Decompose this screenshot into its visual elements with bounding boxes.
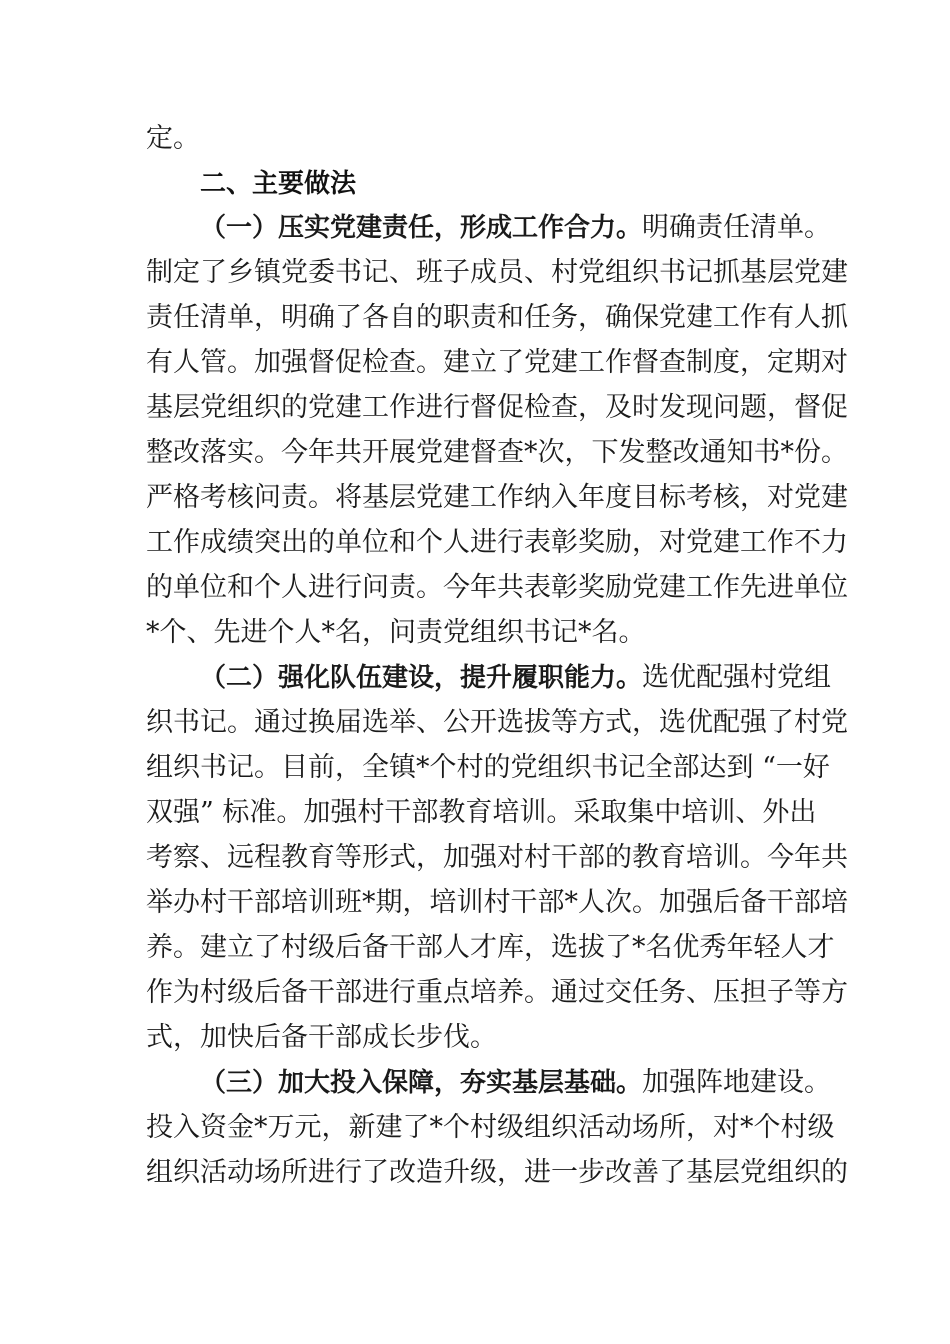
paragraph-2-first-line-tail: 选优配强村党组 <box>642 662 832 693</box>
text-line: 整改落实。今年共开展党建督查*次，下发整改通知书*份。 <box>146 437 848 468</box>
text-line: 投入资金*万元，新建了*个村级组织活动场所，对*个村级 <box>146 1112 835 1143</box>
paragraph-3-first-line <box>200 1061 832 1105</box>
paragraph-3-first-line-tail: 加强阵地建设。 <box>642 1067 832 1098</box>
text-line: 有人管。加强督促检查。建立了党建工作督查制度，定期对 <box>146 347 848 378</box>
text-line: 的单位和个人进行问责。今年共表彰奖励党建工作先进单位 <box>146 572 848 603</box>
text-line: 严格考核问责。将基层党建工作纳入年度目标考核，对党建 <box>146 482 848 513</box>
text-line: 制定了乡镇党委书记、班子成员、村党组织书记抓基层党建 <box>146 257 848 288</box>
paragraph-1-first-line <box>200 206 832 250</box>
text-line: 组织活动场所进行了改造升级，进一步改善了基层党组织的 <box>146 1157 848 1188</box>
text-line: 基层党组织的党建工作进行督促检查，及时发现问题，督促 <box>146 392 848 423</box>
text-line: 作为村级后备干部进行重点培养。通过交任务、压担子等方 <box>146 977 848 1008</box>
text-line: 考察、远程教育等形式，加强对村干部的教育培训。今年共 <box>146 842 848 873</box>
paragraph-1-first-line-tail: 明确责任清单。 <box>642 212 832 243</box>
text-line: 组织书记。目前，全镇*个村的党组织书记全部达到 “一好 <box>146 752 830 783</box>
text-line: 养。建立了村级后备干部人才库，选拔了*名优秀年轻人才 <box>146 932 835 963</box>
text-line: *个、先进个人*名，问责党组织书记*名。 <box>146 617 646 648</box>
text-line: 工作成绩突出的单位和个人进行表彰奖励，对党建工作不力 <box>146 527 848 558</box>
paragraph-3-lead: （三）加大投入保障，夯实基层基础。 <box>200 1068 643 1098</box>
section-heading: 二、主要做法 <box>200 169 357 199</box>
text-line: 定。 <box>146 123 200 154</box>
paragraph-1-lead: （一）压实党建责任，形成工作合力。 <box>200 213 643 243</box>
paragraph-2-lead: （二）强化队伍建设，提升履职能力。 <box>200 663 643 693</box>
text-line: 双强” 标准。加强村干部教育培训。采取集中培训、外出 <box>146 797 817 828</box>
text-line: 举办村干部培训班*期，培训村干部*人次。加强后备干部培 <box>146 887 848 918</box>
text-line: 织书记。通过换届选举、公开选拔等方式，选优配强了村党 <box>146 707 848 738</box>
text-line: 式，加快后备干部成长步伐。 <box>146 1022 497 1053</box>
paragraph-2-first-line <box>200 656 832 700</box>
text-line: 责任清单，明确了各自的职责和任务，确保党建工作有人抓 <box>146 302 848 333</box>
